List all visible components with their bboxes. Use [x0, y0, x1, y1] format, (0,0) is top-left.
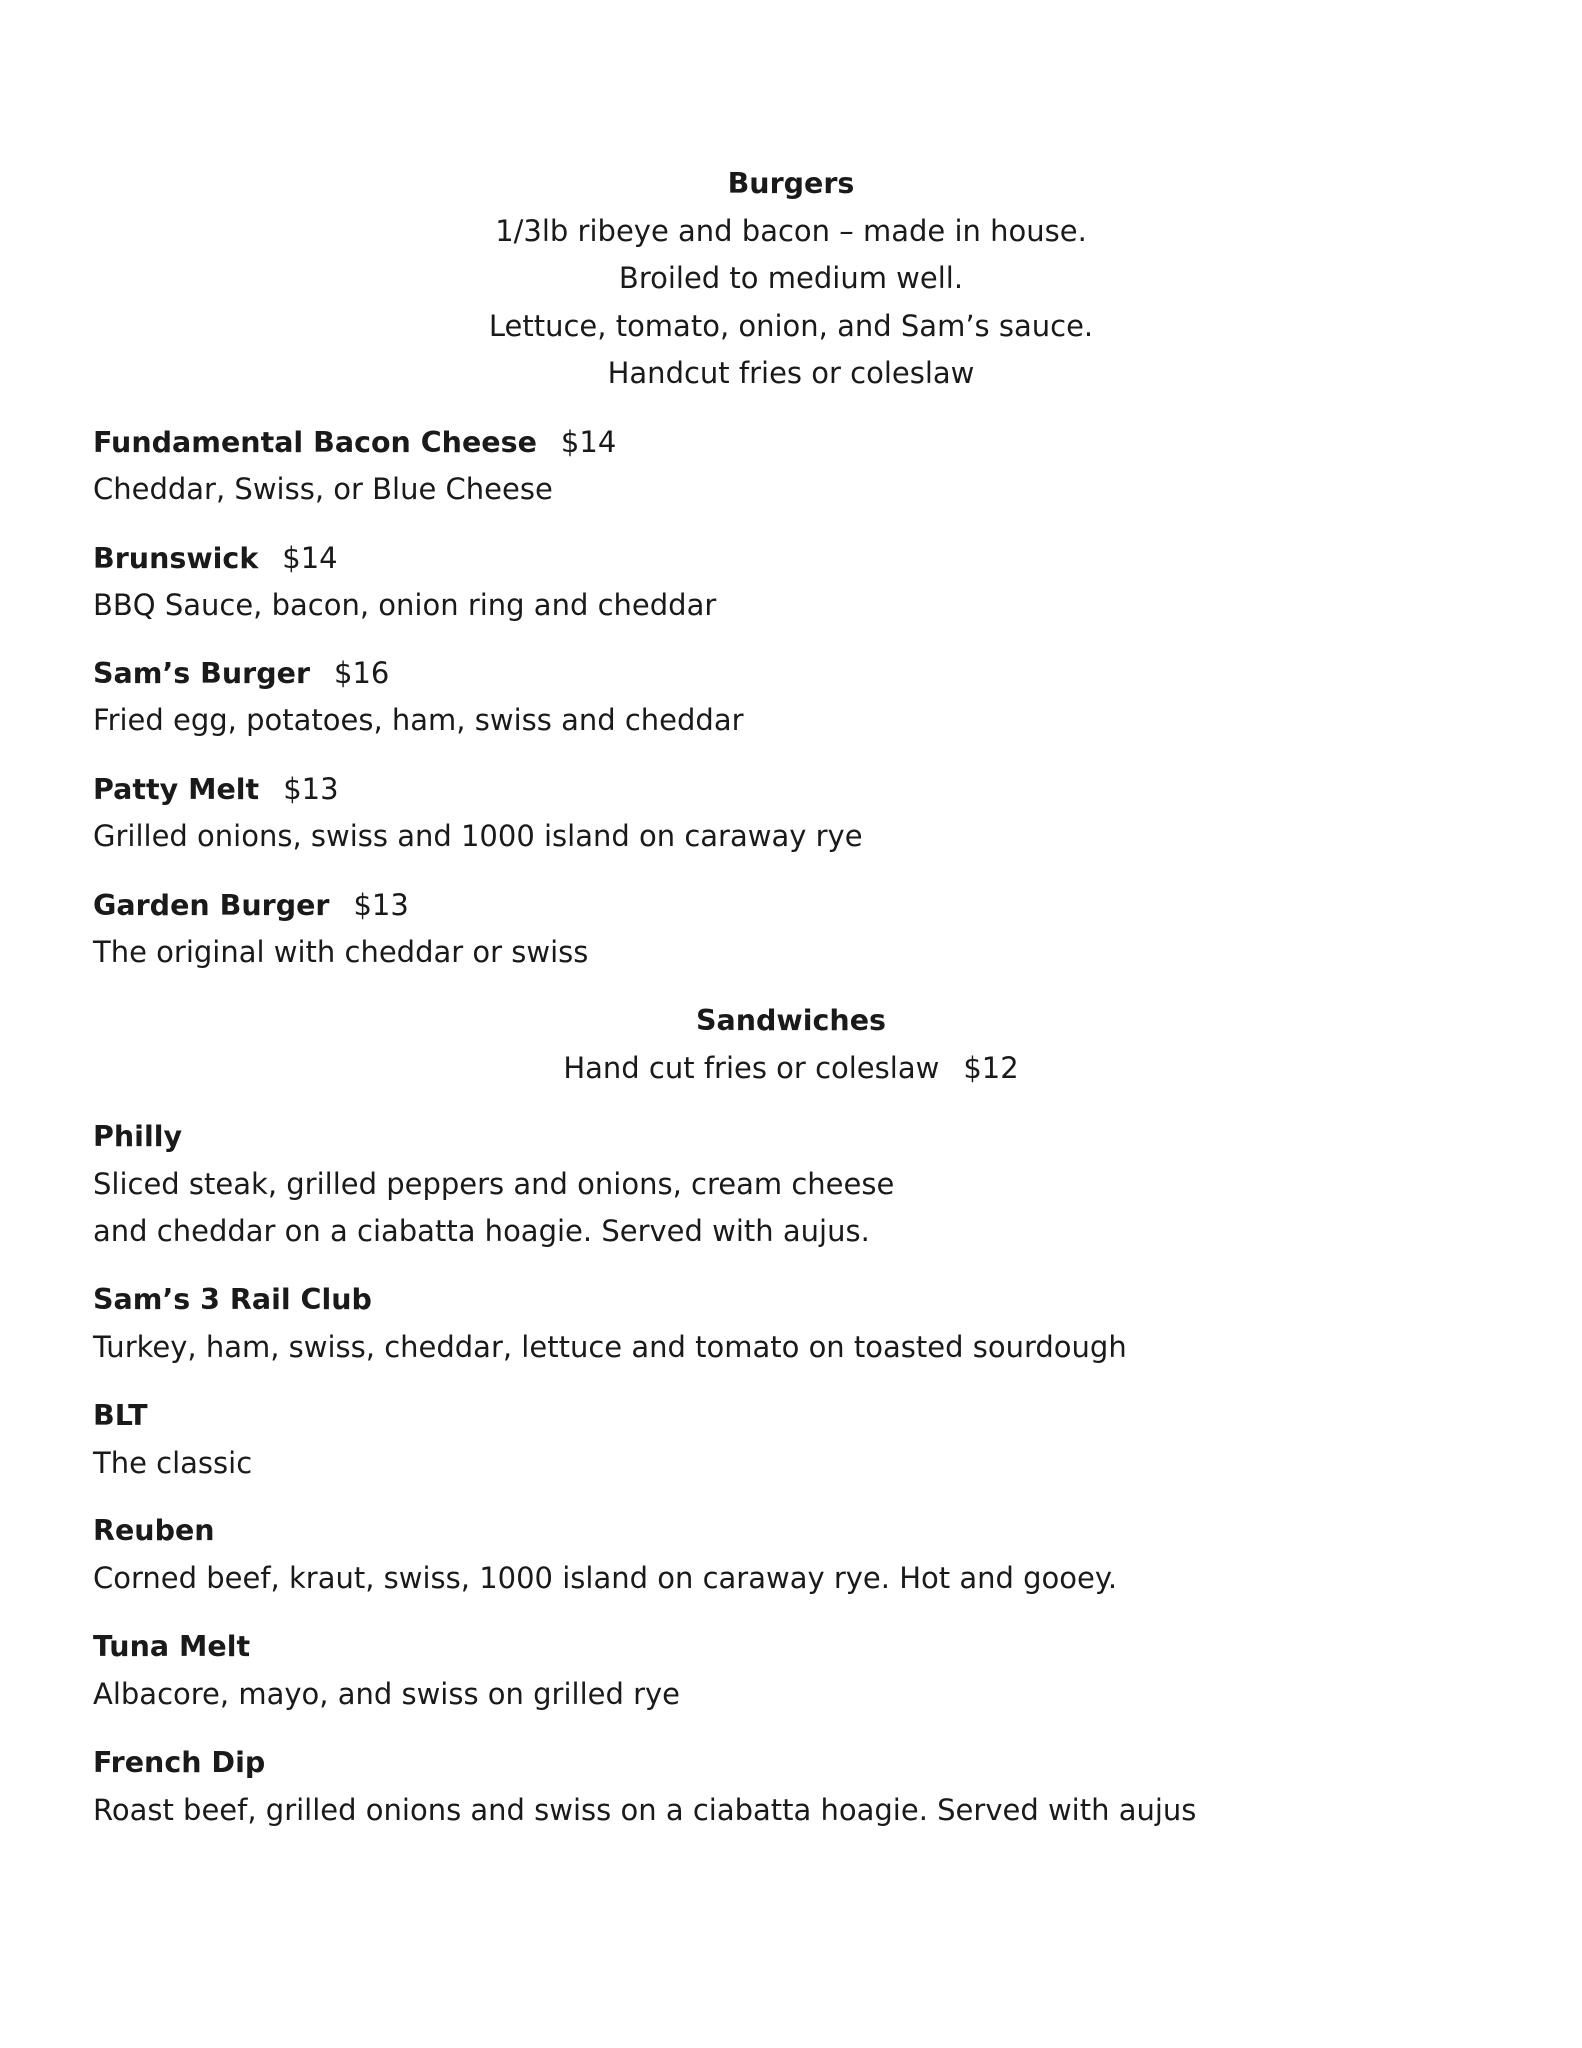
burgers-intro-line-2: Broiled to medium well.	[618, 261, 964, 295]
sandwich-item-name: French Dip	[93, 1746, 266, 1779]
sandwich-item-description: The classic	[93, 1446, 253, 1480]
burger-item-price: $13	[353, 888, 409, 922]
burger-item-price: $13	[283, 772, 339, 806]
sandwiches-intro-text: Hand cut fries or coleslaw	[563, 1051, 940, 1085]
burger-item-description: The original with cheddar or swiss	[93, 935, 589, 969]
sandwich-item-name: BLT	[93, 1399, 148, 1432]
burgers-intro-line-4: Handcut fries or coleslaw	[607, 356, 975, 390]
burgers-heading: Burgers	[727, 167, 855, 200]
sandwich-item-name: Philly	[93, 1120, 183, 1153]
burger-item-name: Brunswick	[93, 542, 259, 575]
burger-item-title	[93, 655, 389, 692]
burger-item-price: $16	[334, 656, 390, 690]
burger-item-title	[93, 424, 616, 461]
sandwich-item-name: Tuna Melt	[93, 1630, 251, 1663]
burgers-intro-line-1: 1/3lb ribeye and bacon – made in house.	[495, 214, 1087, 248]
burger-item-description: Grilled onions, swiss and 1000 island on caraway rye	[93, 819, 863, 853]
burger-item-name: Patty Melt	[93, 773, 260, 806]
burger-item-name: Fundamental Bacon Cheese	[93, 426, 537, 459]
burger-item-title	[93, 540, 338, 577]
burger-item-description: Cheddar, Swiss, or Blue Cheese	[93, 472, 553, 506]
burger-item-title	[93, 771, 339, 808]
burger-item-description: BBQ Sauce, bacon, onion ring and cheddar	[93, 588, 717, 622]
sandwich-item-description: Corned beef, kraut, swiss, 1000 island on caraway rye. Hot and gooey.	[93, 1561, 1118, 1595]
sandwich-item-description: Albacore, mayo, and swiss on grilled rye	[93, 1677, 681, 1711]
sandwich-item-description: Roast beef, grilled onions and swiss on a ciabatta hoagie. Served with aujus	[93, 1793, 1197, 1827]
sandwich-item-description: and cheddar on a ciabatta hoagie. Served with aujus.	[93, 1214, 870, 1248]
sandwiches-intro	[0, 1050, 1582, 1086]
burger-item-name: Sam’s Burger	[93, 657, 311, 690]
sandwich-item-description: Sliced steak, grilled peppers and onions, cream cheese	[93, 1167, 895, 1201]
sandwich-item-name: Reuben	[93, 1514, 215, 1547]
sandwich-item-description: Turkey, ham, swiss, cheddar, lettuce and tomato on toasted sourdough	[93, 1330, 1127, 1364]
burgers-intro-line-3: Lettuce, tomato, onion, and Sam’s sauce.	[488, 309, 1094, 343]
burger-item-price: $14	[560, 425, 617, 459]
burger-item-price: $14	[282, 541, 338, 575]
burger-item-name: Garden Burger	[93, 889, 330, 922]
burger-item-title	[93, 887, 409, 924]
sandwich-item-name: Sam’s 3 Rail Club	[93, 1283, 372, 1316]
burger-item-description: Fried egg, potatoes, ham, swiss and cheddar	[93, 703, 744, 737]
sandwiches-heading: Sandwiches	[695, 1004, 887, 1037]
sandwiches-price: $12	[963, 1051, 1019, 1085]
